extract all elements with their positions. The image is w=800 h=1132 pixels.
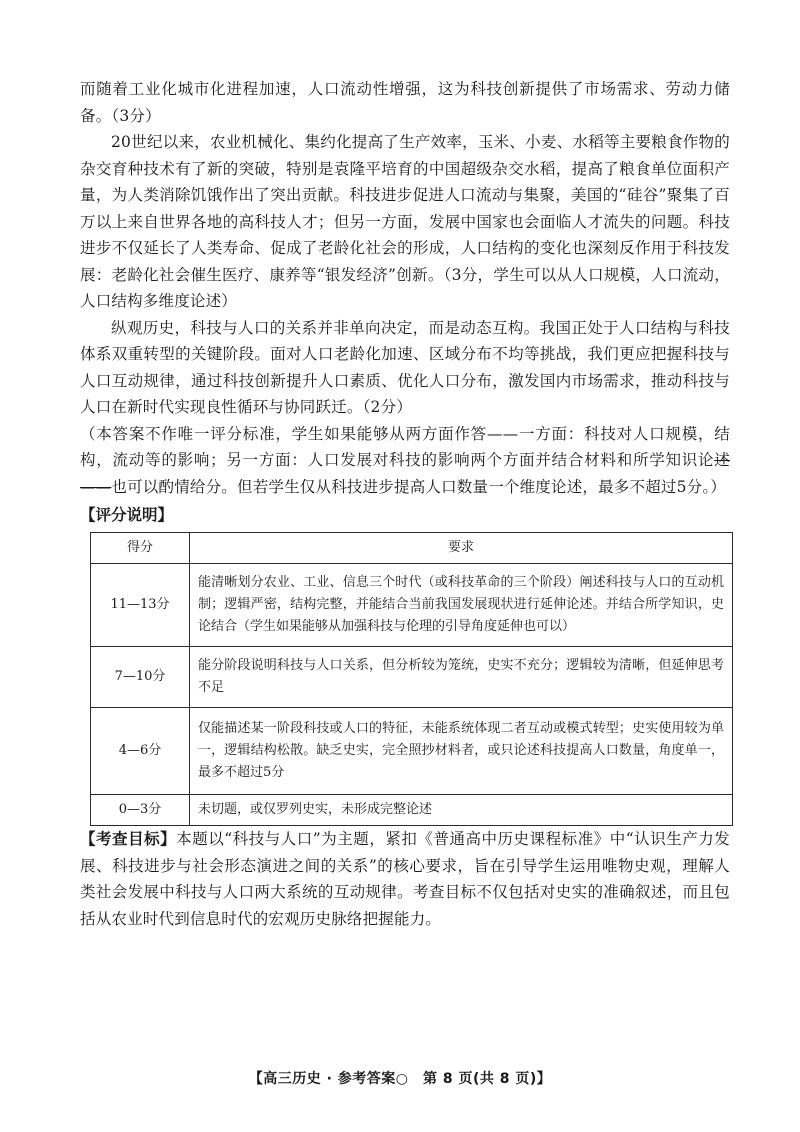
row-score: 4—6分 — [91, 708, 190, 795]
row-requirement: 未切题，或仅罗列史实，未形成完整论述 — [190, 795, 733, 826]
row-requirement: 能分阶段说明科技与人口关系，但分析较为笼统，史实不充分；逻辑较为清晰，但延伸思考不足 — [190, 647, 733, 708]
page-footer: 【高三历史 · 参考答案○ 第 8 页(共 8 页)】 — [248, 1071, 552, 1087]
row-score: 11—13分 — [91, 564, 190, 647]
paragraph-conclusion: 纵观历史，科技与人口的关系并非单向决定，而是动态互构。我国正处于人口结构与科技体系双重转型的关键阶段。面对人口老龄化加速、区域分布不均等挑战，我们更应把握科技与人口互动规律，通过科技创新提升人口素质、优化人口分布，激发国内市场需求，推动科技与人口在新时代实现良性循环与协同跃迁。（2分） — [80, 318, 730, 416]
paragraph-industrial-era: 而随着工业化城市化进程加速，人口流动性增强，这为科技创新提供了市场需求、劳动力储备。（3分） — [80, 80, 730, 125]
grading-note-tail: 也可以酌情给分。但若学生仅从科技进步提高人口数量一个维度论述，最多不超过5分。） — [111, 477, 727, 496]
header-requirement: 要求 — [190, 533, 733, 564]
paragraph-20th-century: 20世纪以来，农业机械化、集约化提高了生产效率，玉米、小麦、水稻等主要粮食作物的杂交育种技术有了新的突破，特别是袁隆平培育的中国超级杂交水稻，提高了粮食单位面积产量，为人类消除饥饿作出了突出贡献。科技进步促进人口流动与集聚，美国的“硅谷”聚集了百万以上来自世界各地的高科技人才；但另一方面，发展中国家也会面临人才流失的问题。科技进步不仅延长了人类寿命、促成了老龄化社会的形成，人口结构的变化也深刻反作用于科技发展：老龄化社会催生医疗、康养等“银发经济”创新。（3分，学生可以从人口规模，人口流动，人口结构多维度论述） — [80, 133, 730, 310]
row-score: 7—10分 — [91, 647, 190, 708]
grading-note-struck: 述—— — [80, 451, 730, 496]
table-row — [91, 647, 733, 708]
row-score: 0—3分 — [91, 795, 190, 826]
row-requirement: 仅能描述某一阶段科技或人口的特征，未能系统体现二者互动或模式转型；史实使用较为单一，逻辑结构松散。缺乏史实，完全照抄材料者，或只论述科技提高人口数量，角度单一，最多不超过5分 — [190, 708, 733, 795]
table-row — [91, 564, 733, 647]
scoring-table-header — [91, 533, 733, 564]
table-row — [91, 708, 733, 795]
assessment-goal — [80, 826, 730, 932]
page-content — [80, 76, 730, 932]
assessment-goal-text: 本题以“科技与人口”为主题，紧扣《普通高中历史课程标准》中“认识生产力发展、科技进步与社会形态演进之间的关系”的核心要求，旨在引导学生运用唯物史观，理解人类社会发展中科技与人口两大系统的互动规律。考查目标不仅包括对史实的准确叙述，而且包括从农业时代到信息时代的宏观历史脉络把握能力。 — [80, 830, 730, 928]
header-score: 得分 — [91, 533, 190, 564]
table-row — [91, 795, 733, 826]
scoring-heading: 【评分说明】 — [80, 506, 174, 524]
grading-note-main: （本答案不作唯一评分标准，学生如果能够从两方面作答——一方面：科技对人口规模，结构，流动等的影响；另一方面：人口发展对科技的影响两个方面并结合材料和所学知识论 — [80, 424, 730, 469]
row-requirement: 能清晰划分农业、工业、信息三个时代（或科技革命的三个阶段）阐述科技与人口的互动机制；逻辑严密，结构完整，并能结合当前我国发展现状进行延伸论述。并结合所学知识，史论结合（学生如果能够从加强科技与伦理的引导角度延伸也可以） — [190, 564, 733, 647]
scoring-table — [90, 532, 733, 826]
paragraph-grading-note — [80, 421, 730, 501]
assessment-goal-label: 【考查目标】 — [80, 830, 177, 848]
